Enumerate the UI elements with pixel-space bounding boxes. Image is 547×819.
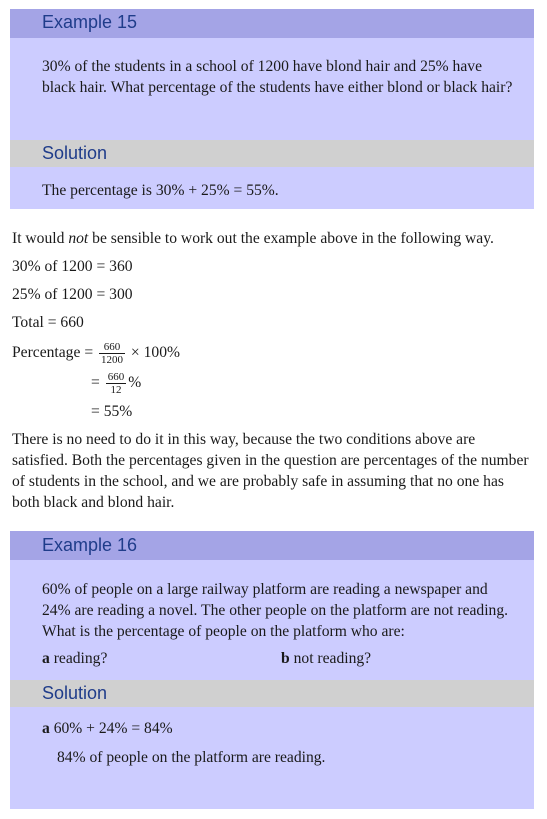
fraction-660-1200: $\frac{660}{1200}$ [101, 340, 124, 366]
calc-line-3: Total = 660 [12, 314, 84, 331]
part-b [281, 648, 371, 669]
example-15-title: Example 15 [10, 9, 534, 38]
example-16-solution-a [10, 707, 534, 739]
times-100-percent: × 100% [130, 344, 180, 361]
example-16-title: Example 16 [10, 531, 534, 560]
percent-sign: % [128, 374, 142, 391]
part-a-label: a [42, 650, 50, 667]
percentage-line [12, 339, 532, 367]
equals-sign-2: = [91, 374, 100, 391]
intro-line: It would not be sensible to work out the example above in the following way. [12, 230, 494, 247]
example-16-box [10, 531, 534, 809]
part-a [42, 648, 107, 669]
example-16-question: 60% of people on a large railway platform are reading a newspaper and 24% are reading a novel. The other people on the platform are not reading. What is the percentage of people on the platform who are: [42, 581, 509, 640]
percentage-result: = 55% [91, 403, 133, 420]
example-15-solution-label: Solution [10, 140, 534, 167]
example-16-parts [10, 642, 534, 676]
calc-line-2: 25% of 1200 = 300 [12, 286, 133, 303]
emphasis-not: not [68, 230, 89, 247]
example-16-solution-a-line2: 84% of people on the platform are reading. [57, 749, 326, 766]
part-b-label: b [281, 650, 290, 667]
example-15-question: 30% of the students in a school of 1200 have blond hair and 25% have black hair. What percentage of the students have either blond or black hair? [42, 58, 513, 96]
fraction-660-12: $\frac{660}{12}$ [107, 370, 125, 396]
example-15-box [10, 9, 534, 209]
calc-line-1: 30% of 1200 = 360 [12, 258, 133, 275]
equals-sign: = [84, 344, 94, 361]
sol-a-text: 60% + 24% = 84% [53, 720, 173, 737]
sol-a-label: a [42, 720, 50, 737]
part-b-text: not reading? [293, 650, 372, 667]
explanation-paragraph: There is no need to do it in this way, because the two conditions above are satisfied. Both the percentages given in the question are percentages of the number of students in the school, and we are probably safe in assuming that no one has both black and blond hair. [12, 431, 529, 511]
part-a-text: reading? [53, 650, 108, 667]
percentage-line-2 [91, 369, 291, 397]
example-16-solution-label: Solution [10, 680, 534, 707]
percentage-label: Percentage [12, 344, 81, 361]
example-15-answer: The percentage is 30% + 25% = 55%. [42, 182, 279, 199]
